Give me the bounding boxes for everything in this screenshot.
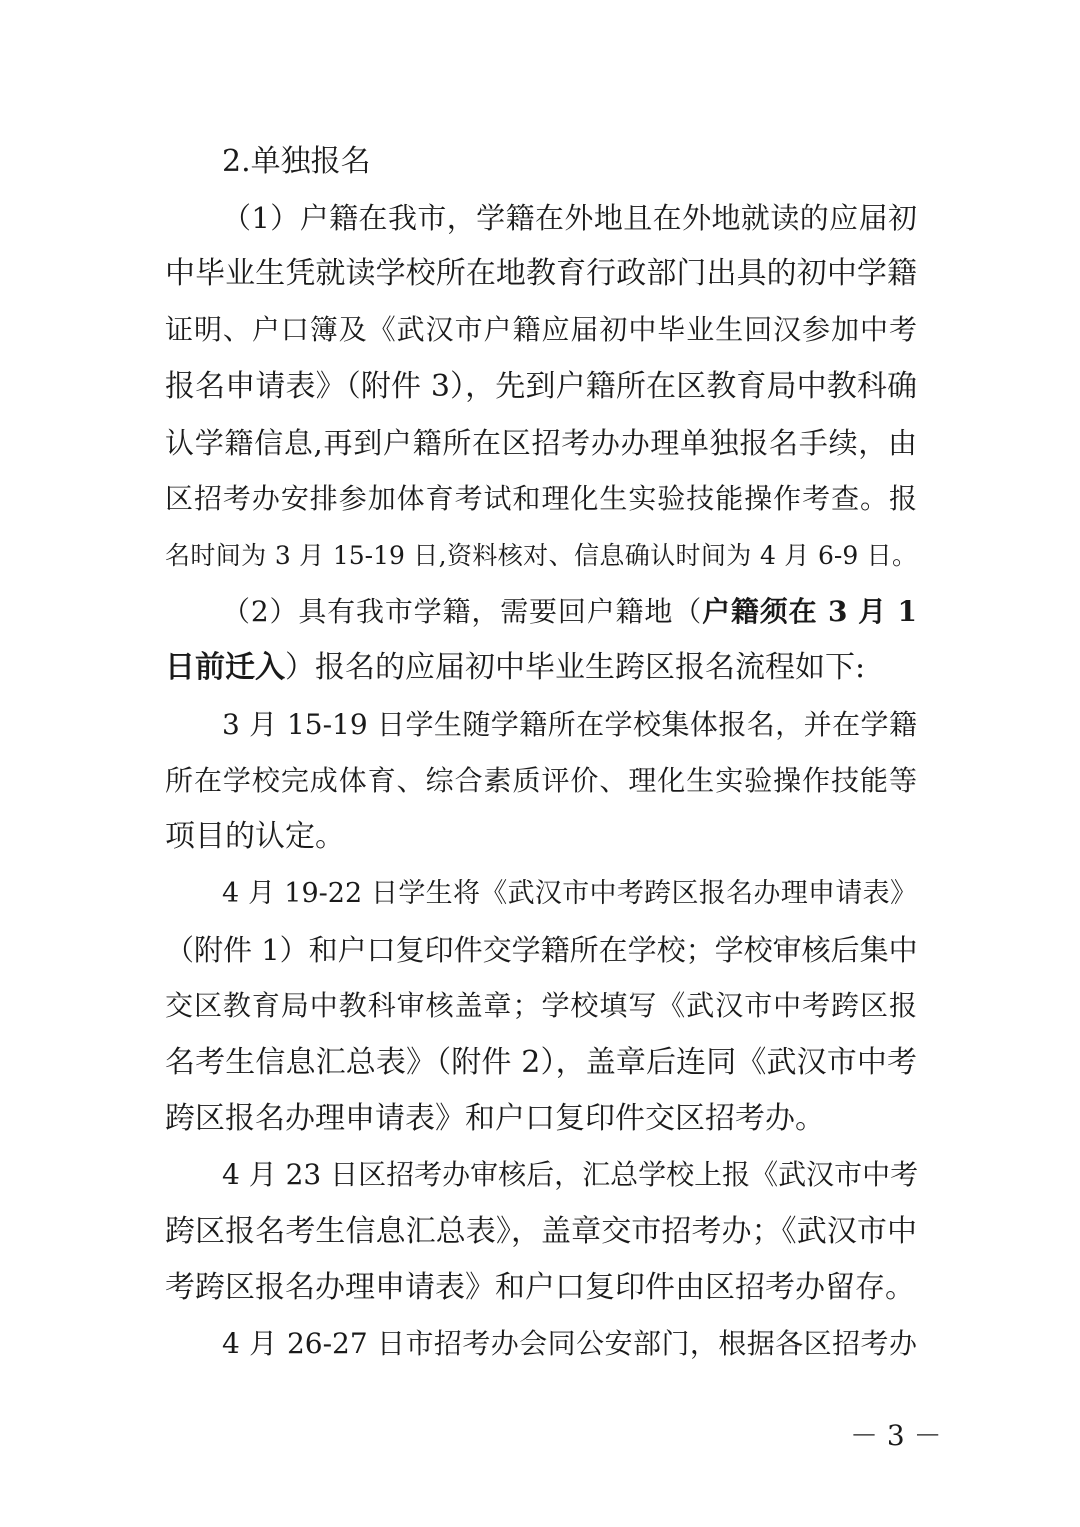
paragraph-5-line: 跨区报名考生信息汇总表》，盖章交市招考办；《武汉市中	[165, 1214, 917, 1249]
paragraph-4-line: （附件 1）和户口复印件交学籍所在学校；学校审核后集中	[165, 933, 918, 967]
paragraph-4-line: 名考生信息汇总表》（附件 2），盖章后连同《武汉市中考	[165, 1045, 917, 1080]
paragraph-4-line: 交区教育局中教科审核盖章；学校填写《武汉市中考跨区报	[165, 989, 917, 1022]
paragraph-3-line: 所在学校完成体育、综合素质评价、理化生实验操作技能等	[165, 764, 917, 797]
paragraph-2-text: ）报名的应届初中毕业生跨区报名流程如下:	[285, 650, 866, 685]
page-number: － 3 －	[850, 1419, 942, 1452]
paragraph-1-line: （1）户籍在我市，学籍在外地且在外地就读的应届初	[222, 201, 917, 235]
paragraph-1-line: 中毕业生凭就读学校所在地教育行政部门出具的初中学籍	[165, 256, 917, 291]
paragraph-6-line: 4 月 26-27 日市招考办会同公安部门，根据各区招考办	[222, 1327, 917, 1360]
paragraph-3-line: 3 月 15-19 日学生随学籍所在学校集体报名，并在学籍	[222, 708, 917, 741]
paragraph-2-bold-text: 户籍须在 3 月 1	[702, 595, 917, 628]
paragraph-1-line: 区招考办安排参加体育考试和理化生实验技能操作考查。报	[165, 482, 917, 515]
paragraph-1-line: 报名申请表》（附件 3），先到户籍所在区教育局中教科确	[165, 369, 917, 404]
paragraph-1-line: 证明、户口簿及《武汉市户籍应届初中毕业生回汉参加中考	[165, 313, 917, 346]
paragraph-2-line	[165, 648, 917, 688]
paragraph-2-line	[222, 592, 917, 632]
paragraph-5-line: 考跨区报名办理申请表》和户口复印件由区招考办留存。	[165, 1270, 915, 1305]
paragraph-1-line: 名时间为 3 月 15-19 日,资料核对、信息确认时间为 4 月 6-9 日。	[165, 541, 917, 570]
paragraph-1-line: 认学籍信息,再到户籍所在区招考办办理单独报名手续，由	[165, 426, 917, 460]
paragraph-3-line: 项目的认定。	[165, 819, 345, 854]
paragraph-2-bold-text: 日前迁入	[165, 650, 285, 685]
paragraph-2-text: （2）具有我市学籍，需要回户籍地（	[222, 595, 703, 628]
paragraph-4-line: 4 月 19-22 日学生将《武汉市中考跨区报名办理申请表》	[222, 878, 917, 909]
paragraph-4-line: 跨区报名办理申请表》和户口复印件交区招考办。	[165, 1101, 825, 1136]
paragraph-5-line: 4 月 23 日区招考办审核后，汇总学校上报《武汉市中考	[222, 1158, 919, 1191]
section-heading: 2.单独报名	[222, 144, 371, 179]
